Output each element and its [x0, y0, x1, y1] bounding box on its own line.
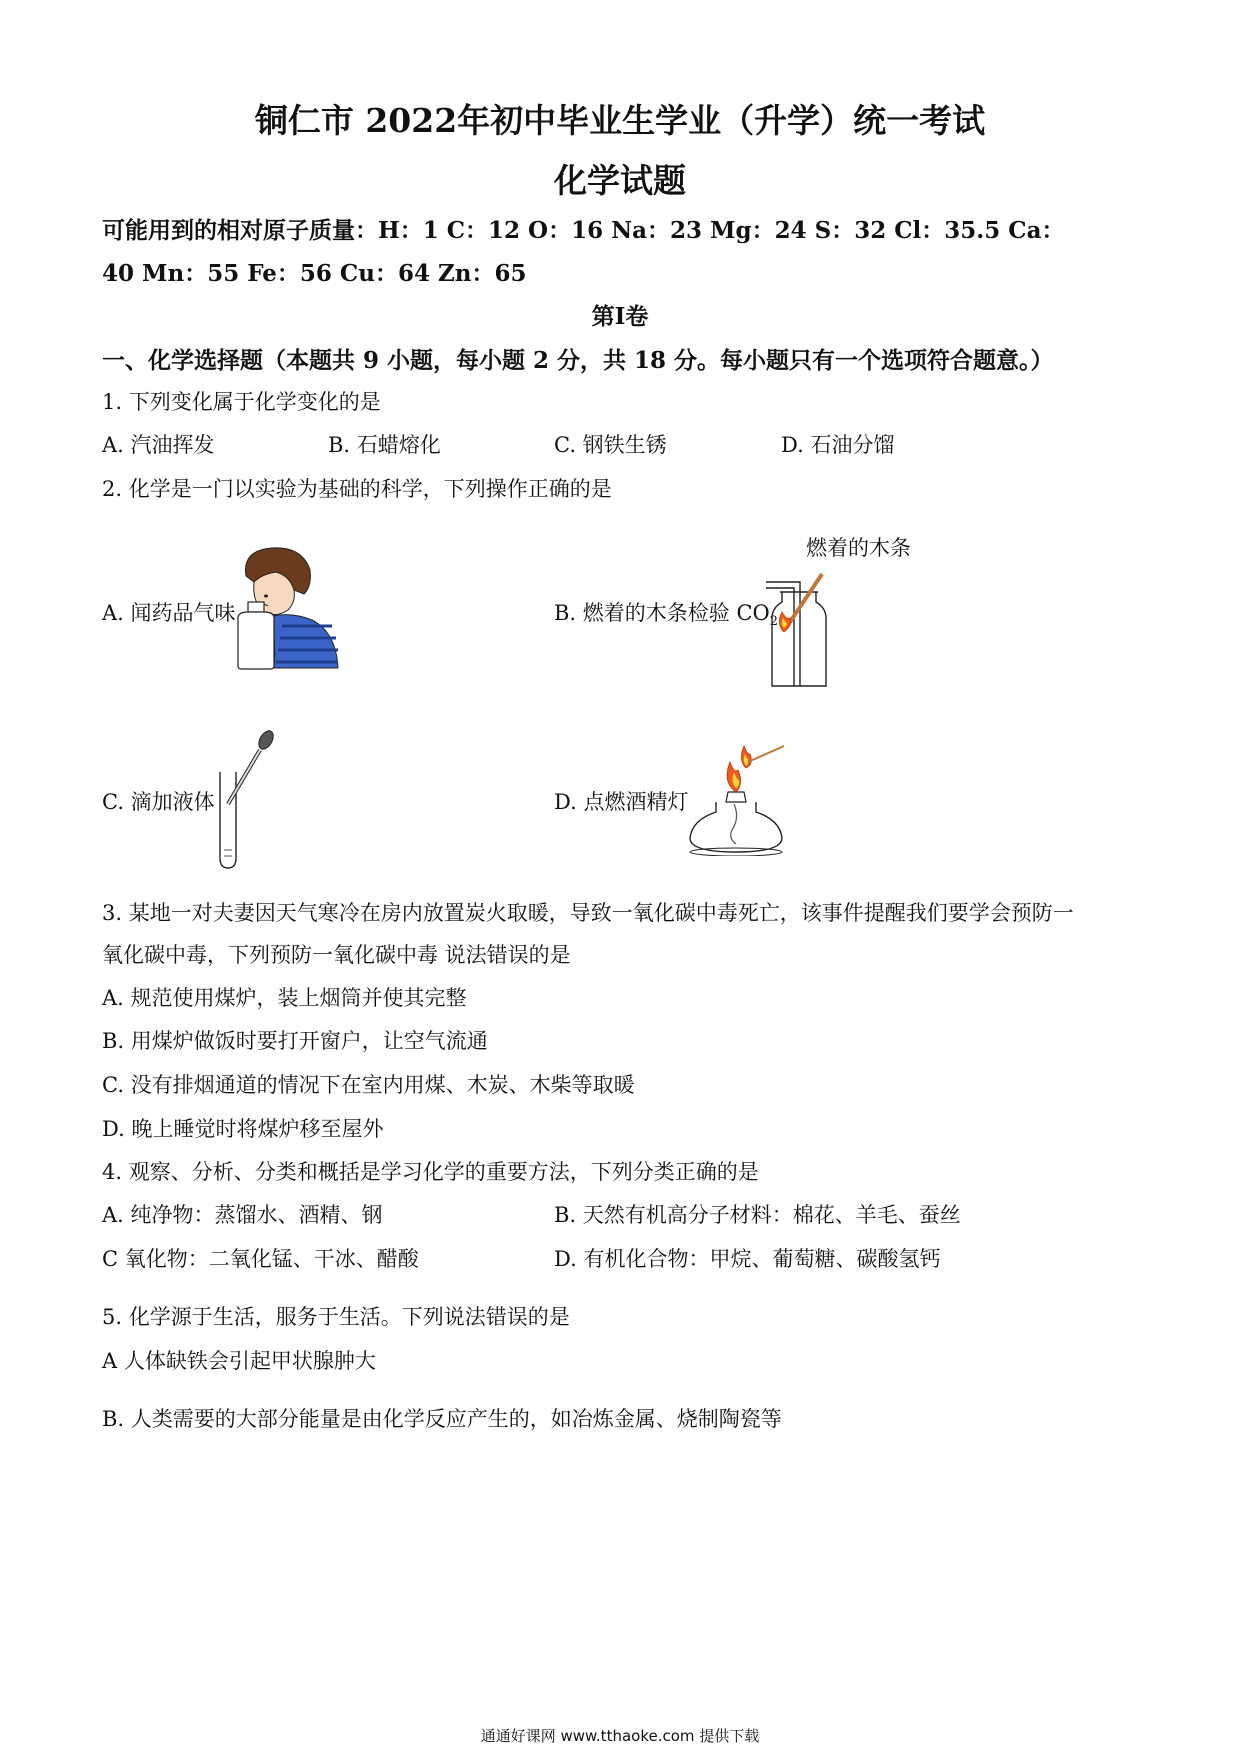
question-3-stem-line1: 3. 某地一对夫妻因天气寒冷在房内放置炭火取暖，导致一氧化碳中毒死亡，该事件提醒我们要学会预防一: [102, 901, 1074, 925]
question-1-stem: 1. 下列变化属于化学变化的是: [102, 390, 381, 414]
question-1-option-c: C. 钢铁生锈: [554, 433, 667, 457]
question-4-option-c: C 氧化物：二氧化锰、干冰、醋酸: [102, 1247, 419, 1271]
question-3-option-c: C. 没有排烟通道的情况下在室内用煤、木炭、木柴等取暖: [102, 1073, 635, 1097]
question-3-option-d: D. 晚上睡觉时将煤炉移至屋外: [102, 1117, 384, 1141]
co2-subscript: 2: [769, 614, 779, 630]
question-3-option-a: A. 规范使用煤炉，装上烟筒并使其完整: [102, 986, 467, 1010]
question-2-option-b: [554, 597, 778, 629]
question-2-stem: 2. 化学是一门以实验为基础的科学，下列操作正确的是: [102, 477, 612, 501]
question-2-option-b-text: B. 燃着的木条检验 CO: [554, 601, 770, 625]
alcohol-lamp-figure: [686, 740, 786, 856]
question-2-option-a: A. 闻药品气味: [102, 601, 236, 625]
burning-stick-label: 燃着的木条: [806, 536, 911, 560]
atomic-masses-line2: 40 Mn：55 Fe：56 Cu：64 Zn：65: [102, 260, 527, 287]
exam-title: 铜仁市 2022年初中毕业生学业（升学）统一考试: [254, 101, 986, 140]
section-heading: 一、化学选择题（本题共 9 小题，每小题 2 分，共 18 分。每小题只有一个选项符合题意。）: [102, 347, 1054, 374]
atomic-masses-line1: 可能用到的相对原子质量：H：1 C：12 O：16 Na：23 Mg：24 S：32 Cl：35.5 Ca：: [102, 217, 1065, 244]
question-2-option-c: C. 滴加液体: [102, 790, 215, 814]
question-5-option-b: B. 人类需要的大部分能量是由化学反应产生的，如冶炼金属、烧制陶瓷等: [102, 1407, 782, 1431]
question-4-option-b: B. 天然有机高分子材料：棉花、羊毛、蚕丝: [554, 1203, 961, 1227]
question-1-option-d: D. 石油分馏: [781, 433, 895, 457]
question-1-option-a: A. 汽油挥发: [102, 433, 215, 457]
question-5-stem: 5. 化学源于生活，服务于生活。下列说法错误的是: [102, 1305, 570, 1329]
download-footer: 通通好课网 www.tthaoke.com 提供下载: [480, 1727, 760, 1745]
exam-subtitle: 化学试题: [554, 161, 686, 200]
question-4-stem: 4. 观察、分析、分类和概括是学习化学的重要方法，下列分类正确的是: [102, 1160, 759, 1184]
gas-bottle-figure: [760, 568, 840, 690]
question-4-option-d: D. 有机化合物：甲烷、葡萄糖、碳酸氢钙: [554, 1247, 941, 1271]
question-3-stem-line2: 氧化碳中毒，下列预防一氧化碳中毒 说法错误的是: [102, 943, 571, 967]
question-2-option-d: D. 点燃酒精灯: [554, 790, 689, 814]
question-1-option-b: B. 石蜡熔化: [328, 433, 441, 457]
smelling-chemical-figure: [232, 546, 342, 670]
question-4-option-a: A. 纯净物：蒸馏水、酒精、钢: [102, 1203, 383, 1227]
question-3-option-b: B. 用煤炉做饭时要打开窗户，让空气流通: [102, 1029, 488, 1053]
volume-label: 第Ⅰ卷: [591, 303, 649, 330]
dropper-test-tube-figure: [212, 728, 282, 872]
question-5-option-a: A 人体缺铁会引起甲状腺肿大: [102, 1349, 376, 1373]
